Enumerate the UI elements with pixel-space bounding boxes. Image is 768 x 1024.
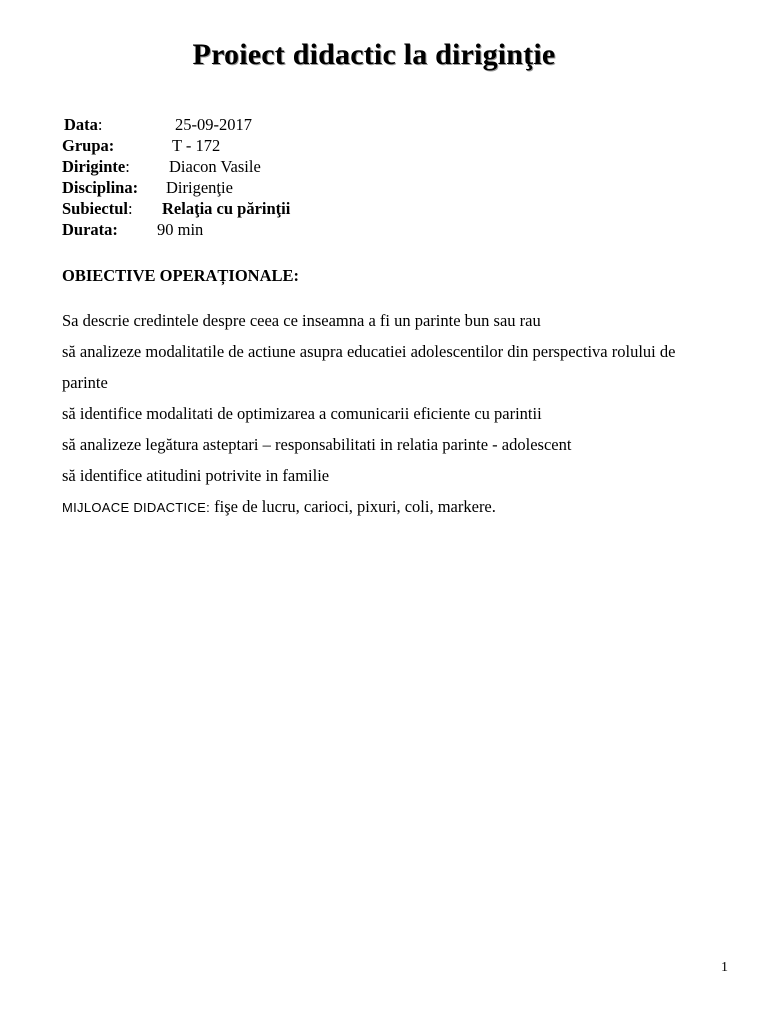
- meta-colon-diriginte: :: [125, 157, 130, 176]
- page-number: 1: [721, 960, 728, 975]
- objective-line: să identifice modalitati de optimizarea a comunicarii eficiente cu parintii: [62, 404, 542, 423]
- objective-line: să analizeze legătura asteptari – responsabilitati in relatia parinte - adolescent: [62, 435, 572, 454]
- meta-colon-subiectul: :: [128, 199, 133, 218]
- objective-line: să analizeze modalitatile de actiune asupra educatiei adolescentilor din perspectiva rolului de: [62, 342, 676, 361]
- meta-label-data: Data: [64, 115, 98, 134]
- meta-value-subiectul: Relaţia cu părinţii: [162, 199, 291, 218]
- objectives-heading: OBIECTIVE OPERAȚIONALE:: [62, 266, 300, 285]
- meta-colon-data: :: [97, 115, 103, 134]
- meta-label-grupa: Grupa:: [62, 136, 115, 155]
- meta-value-data: 25-09-2017: [175, 115, 252, 134]
- objective-line: parinte: [62, 373, 108, 392]
- meta-label-disciplina: Disciplina:: [62, 178, 139, 197]
- page-title: Proiect didactic la diriginţie: [192, 38, 556, 71]
- meta-value-grupa: T - 172: [172, 136, 221, 155]
- meta-label-diriginte: Diriginte: [62, 157, 126, 176]
- resources-text: fişe de lucru, carioci, pixuri, coli, markere.: [210, 497, 496, 516]
- meta-label-durata: Durata:: [62, 220, 118, 239]
- objective-line: să identifice atitudini potrivite in familie: [62, 466, 330, 485]
- meta-label-subiectul: Subiectul: [62, 199, 129, 218]
- objective-line: Sa descrie credintele despre ceea ce inseamna a fi un parinte bun sau rau: [62, 311, 541, 330]
- meta-value-diriginte: Diacon Vasile: [169, 157, 261, 176]
- meta-value-disciplina: Dirigenţie: [166, 178, 233, 197]
- meta-value-durata: 90 min: [157, 220, 204, 239]
- resources-line: [62, 497, 496, 517]
- resources-label: MIJLOACE DIDACTICE:: [62, 500, 210, 515]
